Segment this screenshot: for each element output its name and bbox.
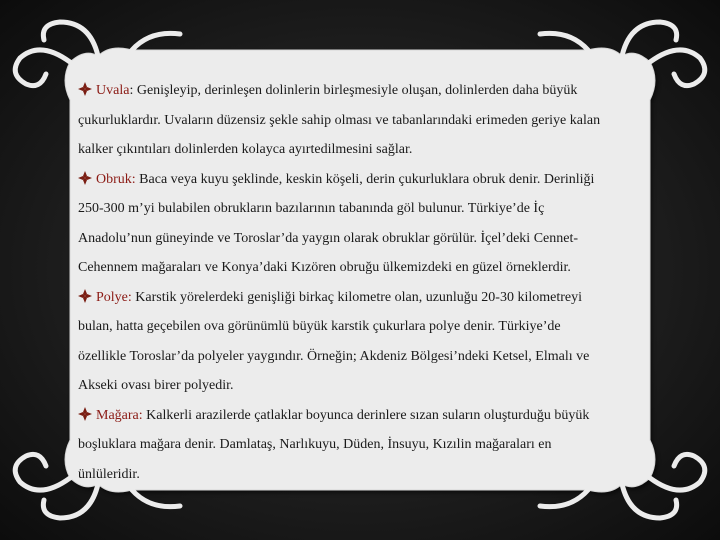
list-item-polye (78, 283, 608, 401)
definition-text: Karstik yörelerdeki genişliği birkaç kilometre olan, uzunluğu 20-30 kilometreyi bulan, hatta geçebilen ova görünümlü büyük karstik çukurlara polye denir. Türkiye’de özellikle Toroslar’da polyeler yaygındır. Örneğin; Akdeniz Bölgesi’ndeki Ketsel, Elmalı ve Akseki ovası birer polyedir. (78, 289, 590, 393)
content-area (78, 76, 608, 489)
term-label: Polye: (96, 289, 132, 305)
definition-text: Genişleyip, derinleşen dolinlerin birleşmesiyle oluşan, dolinlerden daha büyük çukurluklardır. Uvaların düzensiz şekle sahip olması ve tabanlarındaki erimeden geriye kalan kalker çıkıntıları dolinlerden kolayca ayırtedilmesini sağlar. (78, 83, 601, 157)
term-label: Obruk: (96, 171, 136, 187)
diamond-bullet-icon (78, 407, 92, 421)
diamond-bullet-icon (78, 289, 92, 303)
diamond-bullet-icon (78, 171, 92, 185)
definition-text: Baca veya kuyu şeklinde, keskin köşeli, derin çukurluklara obruk denir. Derinliği 250-300 m’yi bulabilen obrukların bazılarının tabanında göl bulunur. Türkiye’de İç Anadolu’nun güneyinde ve Toroslar’da yaygın olarak obruklar görülür. İçel’deki Cennet-Cehennem mağaraları ve Konya’daki Kızören obruğu ülkemizdeki en güzel örneklerdir. (78, 171, 595, 275)
term-label: Uvala (96, 83, 130, 98)
list-item-magara (78, 401, 608, 490)
diamond-bullet-icon (78, 82, 92, 96)
list-item-obruk (78, 165, 608, 283)
term-label: Mağara: (96, 407, 143, 423)
list-item-uvala (78, 76, 608, 165)
definition-text: Kalkerli arazilerde çatlaklar boyunca derinlere sızan suların oluşturduğu büyük boşluklara mağara denir. Damlataş, Narlıkuyu, Düden, İnsuyu, Kızılin mağaraları en ünlüleridir. (78, 407, 590, 482)
separator: : (129, 83, 137, 98)
